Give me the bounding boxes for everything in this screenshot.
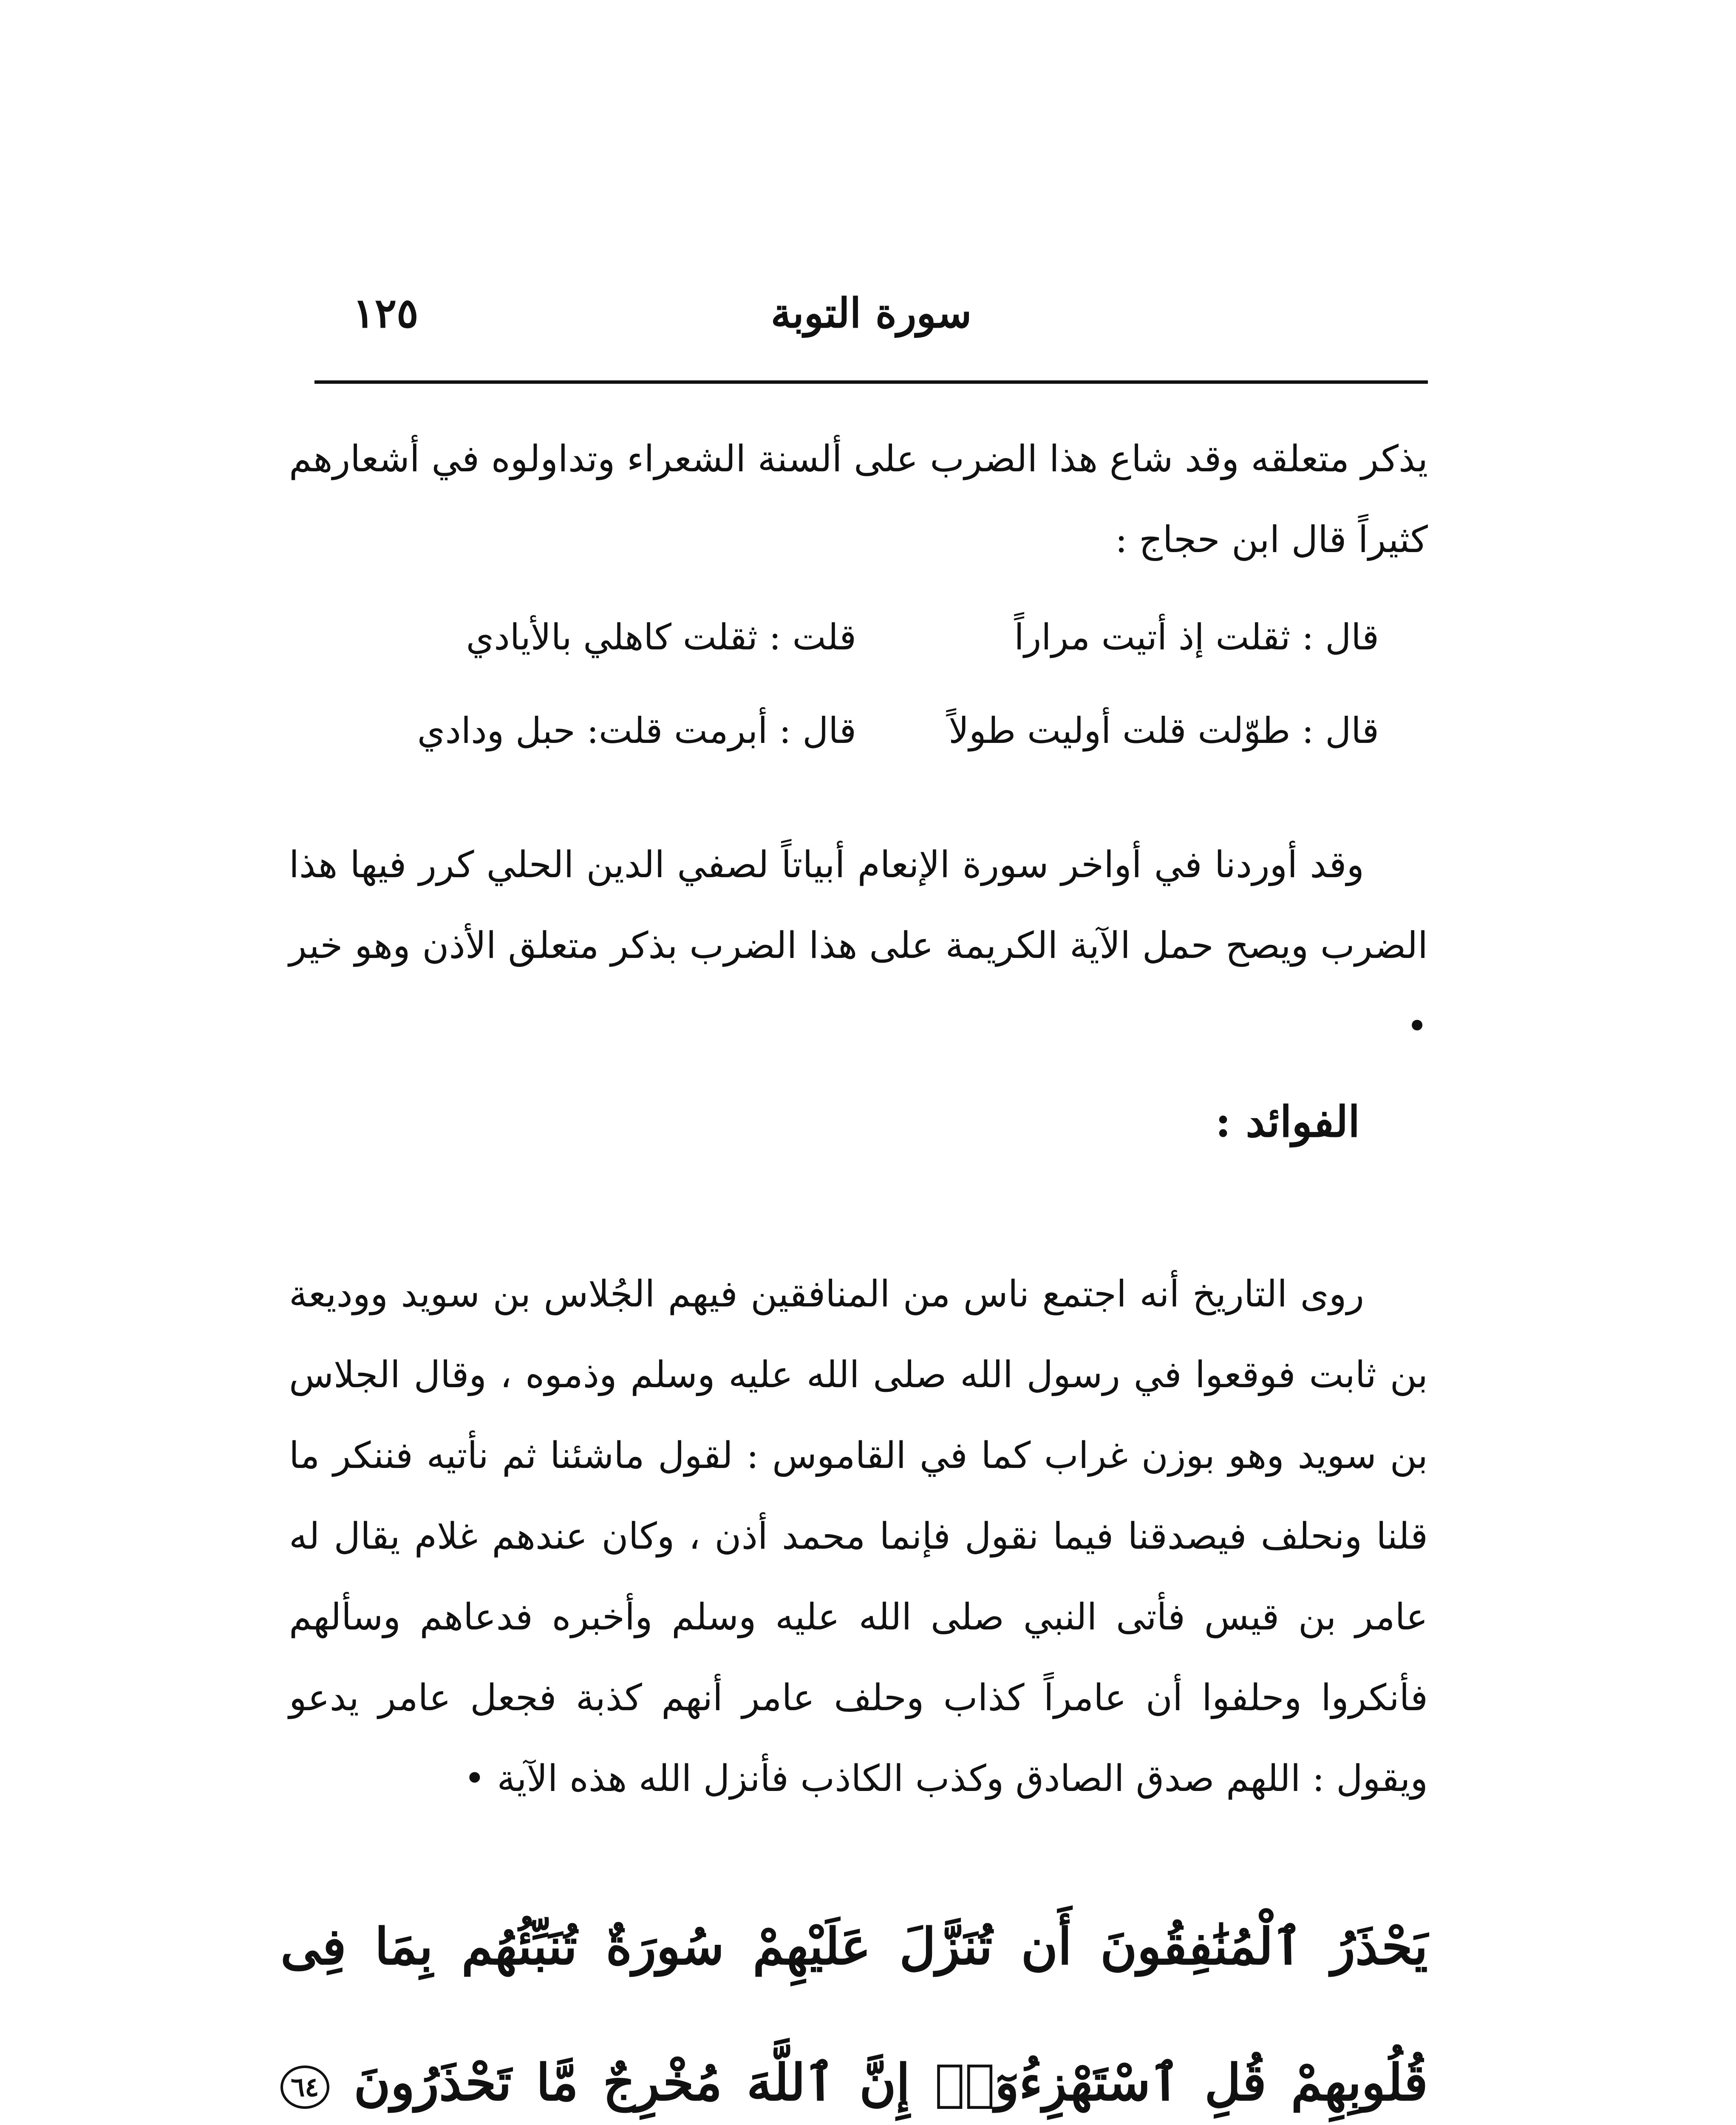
quran-text-before: يَحْذَرُ ٱلْمُنَٰفِقُونَ أَن تُنَزَّلَ عَلَيْهِمْ سُورَةٌ تُنَبِّئُهُم بِمَا فِى قُلُوبِهِمْ قُلِ ٱسْتَهْزِءُوٓا۟ إِنَّ ٱللَّهَ مُخْرِجٌ مَّا تَحْذَرُونَ: [280, 1917, 1428, 2112]
quran-verse: [280, 1878, 1428, 2125]
paragraph-history: روى التاريخ أنه اجتمع ناس من المنافقين فيهم الجُلاس بن سويد ووديعة بن ثابت فوقعوا في رسول الله صلى الله عليه وسلم وذموه ، وقال الجلاس بن سويد وهو بوزن غراب كما في القاموس : لقول ماشئنا ثم نأتيه فننكر ما قلنا ونحلف فيصدقنا فيما نقول فإنما محمد أذن ، وكان عندهم غلام يقال له عامر بن قيس فأتى النبي صلى الله عليه وسلم وأخبره فدعاهم وسألهم فأنكروا وحلفوا أن عامراً كذاب وحلف عامر أنهم كذبة فجعل عامر يدعو ويقول : اللهم صدق الصادق وكذب الكاذب فأنزل الله هذه الآية •: [289, 1273, 1428, 1800]
poem-line-2-left: قال : أبرمت قلت: حبل ودادي: [417, 710, 856, 751]
ayah-number-marker: ٦٤: [280, 2066, 329, 2109]
surah-title: سورة التوبة: [770, 289, 972, 337]
poem-line-2-right: قال : طوّلت قلت أوليت طولاً: [949, 710, 1379, 751]
page-number: ١٢٥: [353, 289, 419, 337]
header-rule: [314, 380, 1428, 384]
poem-line-1-left: قلت : ثقلت كاهلي بالأيادي: [466, 616, 856, 658]
paragraph-intro: يذكر متعلقه وقد شاع هذا الضرب على ألسنة الشعراء وتداولوه في أشعارهم كثيراً قال ابن حجاج :: [289, 438, 1428, 561]
fawaid-heading: الفوائد :: [1215, 1096, 1360, 1147]
poem-line-1-right: قال : ثقلت إذ أتيت مراراً: [1014, 616, 1379, 658]
paragraph-reference: وقد أوردنا في أواخر سورة الإنعام أبياتاً لصفي الدين الحلي كرر فيها هذا الضرب ويصح حمل الآية الكريمة على هذا الضرب بذكر متعلق الأذن وهو خير •: [289, 844, 1428, 1048]
page-header: [314, 280, 1428, 366]
